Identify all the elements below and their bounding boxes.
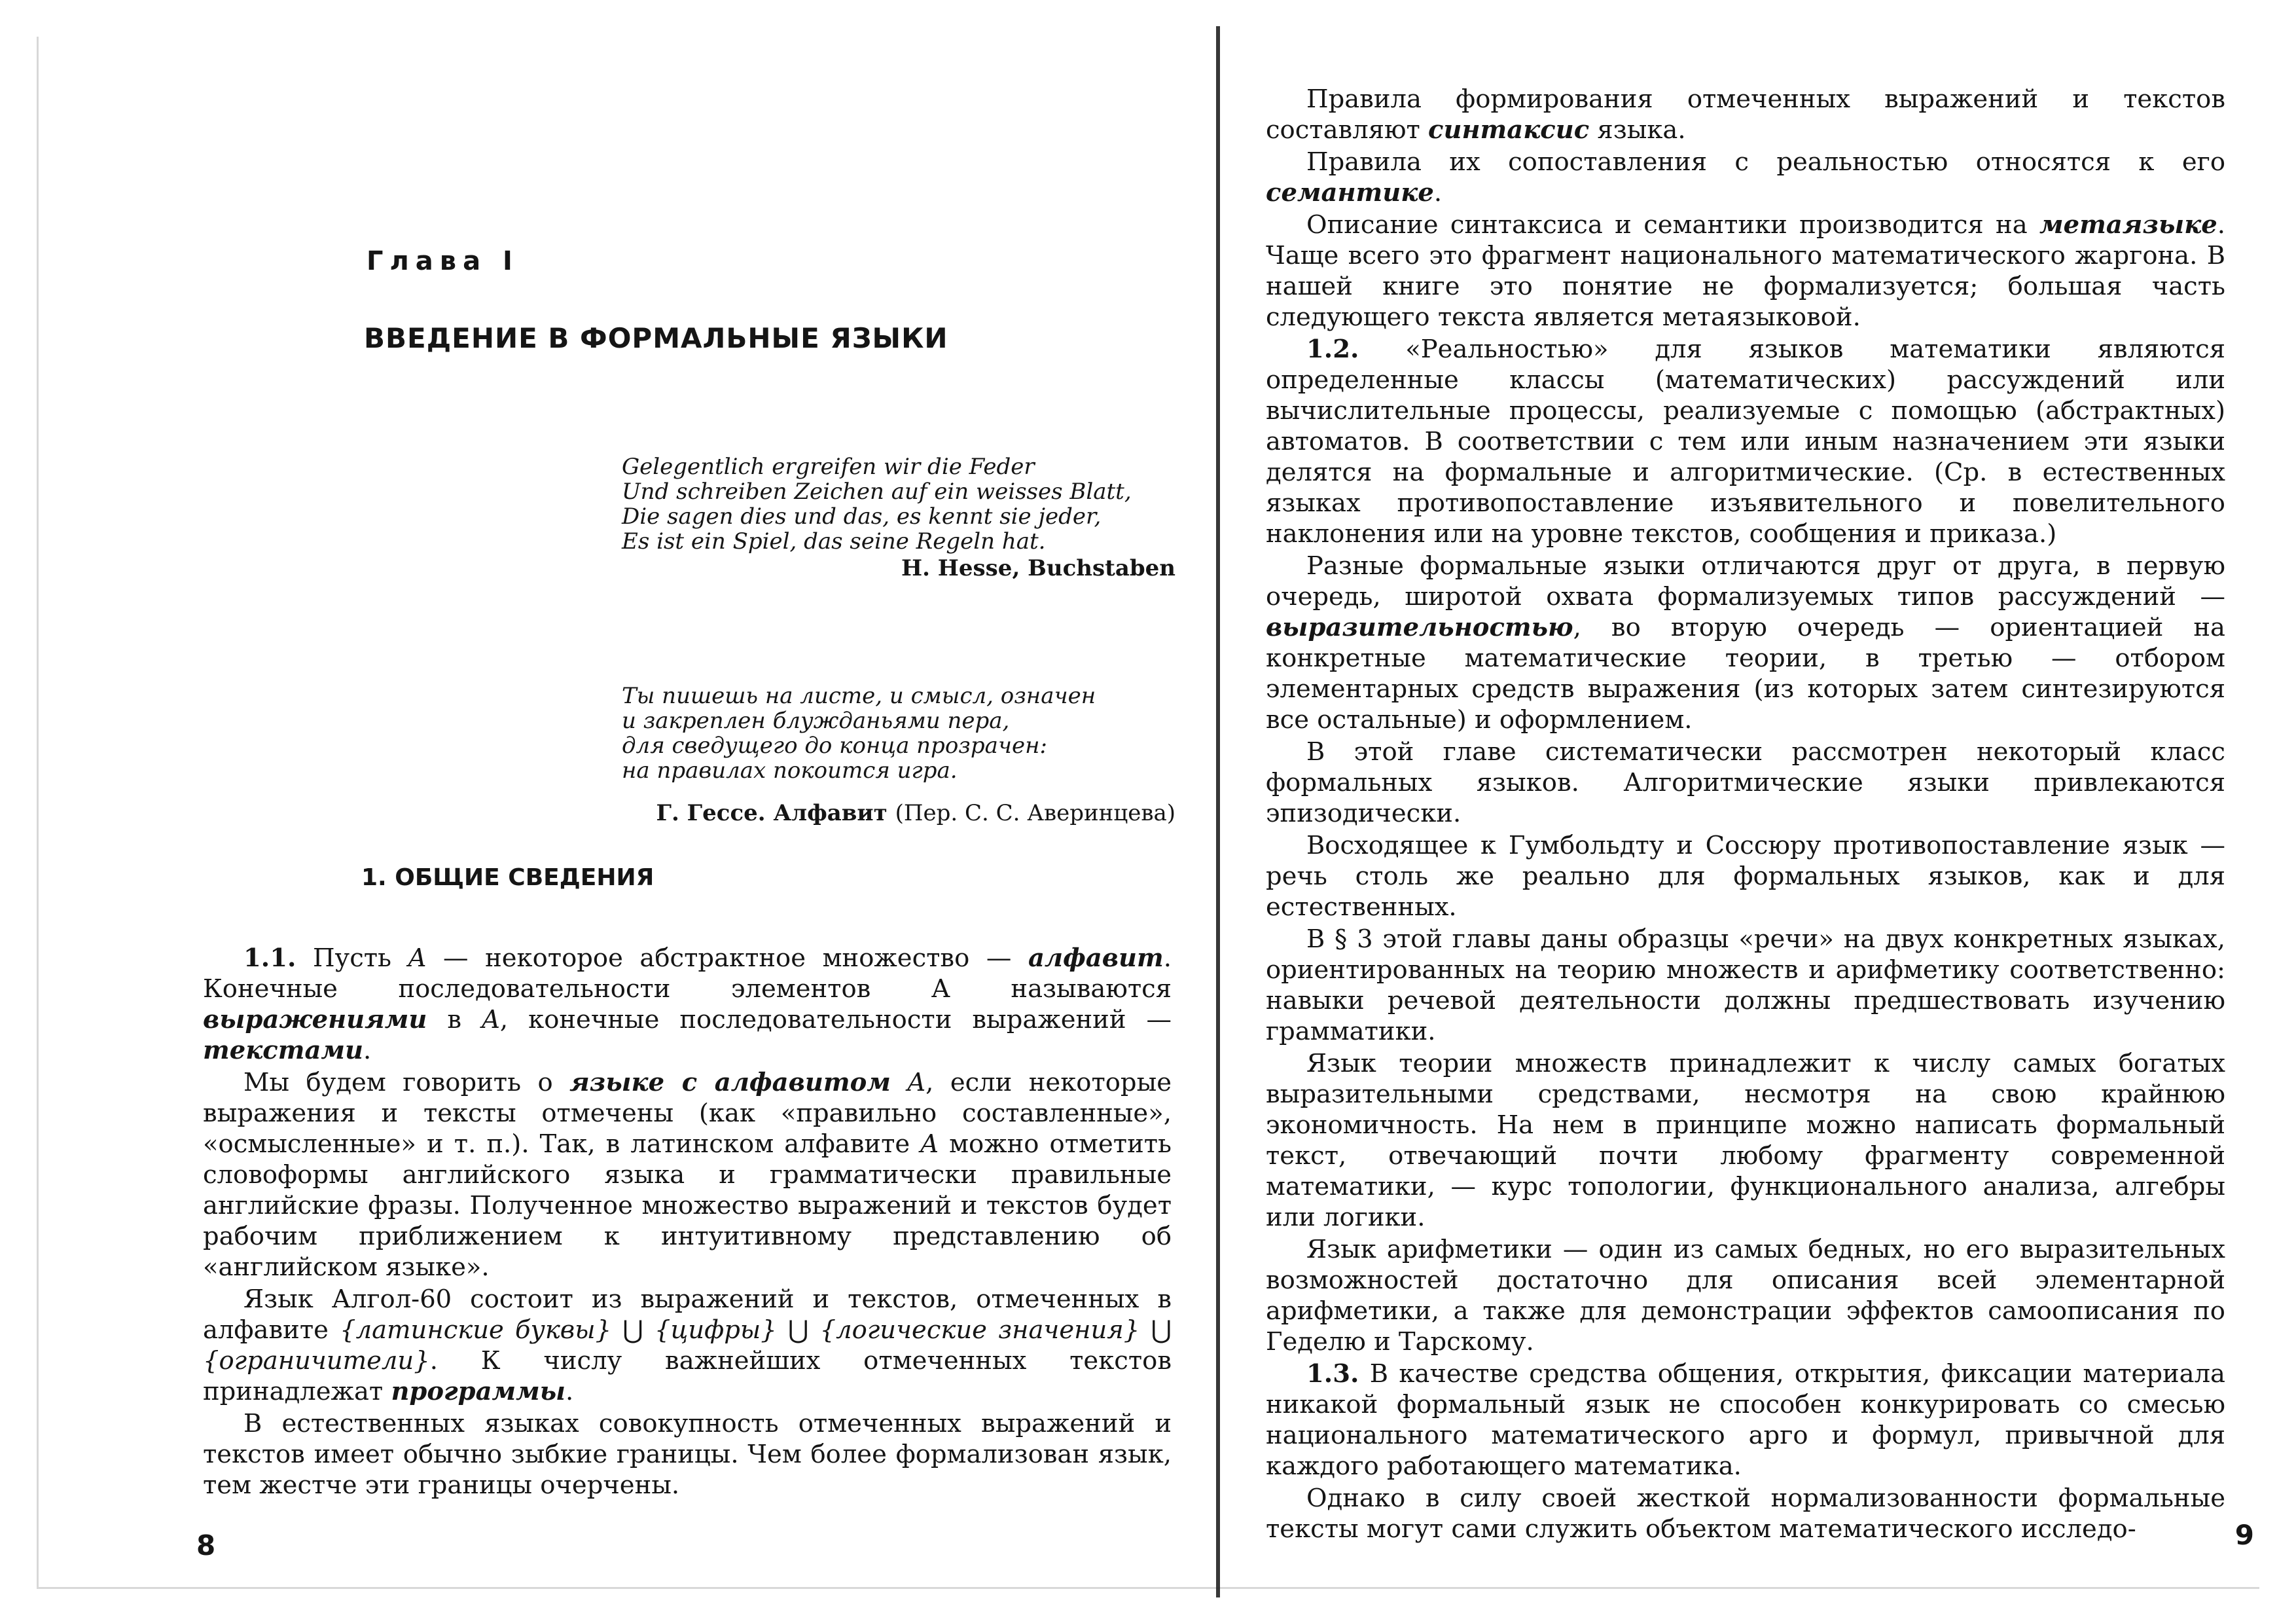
set-term: {логические значения}	[819, 1315, 1140, 1345]
epigraph-line: Gelegentlich ergreifen wir die Feder	[622, 454, 1035, 480]
text: — некоторое абстрактное множество —	[426, 943, 1028, 973]
text: Правила формирования отмеченных выражений и текстов составляют	[1266, 84, 2225, 145]
attribution-translator: (Пер. С. С. Аверинцева)	[895, 800, 1175, 826]
text: , если некоторые выражения и тексты отмечены (как «правильно составленные», «осмысленные» и т. п.). Так, в латинском алфавите	[203, 1068, 1172, 1159]
text: .	[565, 1377, 574, 1406]
item-number: 1.1.	[243, 943, 296, 973]
paragraph	[1266, 210, 2225, 333]
math-symbol: A	[920, 1129, 939, 1159]
text: в	[427, 1005, 482, 1034]
set-term: {цифры}	[654, 1315, 777, 1345]
right-body-text	[1266, 84, 2225, 1544]
chapter-label: Глава I	[367, 246, 519, 276]
text: Разные формальные языки отличаются друг от друга, в первую очередь, широтой охвата формализуемых типов рассуждений —	[1266, 551, 2225, 611]
text: «Реальностью» для языков математики являются определенные классы (математических) рассуждений или вычислительные процессы, реализуемые с помощью (абстрактных) автоматов. В соответствии с тем или иным назначением эти языки делятся на формальные и алгоритмические. (Ср. в естественных языках противопоставление изъявительного и повелительного наклонения или на уровне текстов, сообщения и приказа.)	[1266, 335, 2225, 549]
paragraph	[1266, 84, 2225, 145]
right-page	[1221, 0, 2296, 1623]
paragraph	[203, 1067, 1172, 1283]
paragraph: В естественных языках совокупность отмеченных выражений и текстов имеет обычно зыбкие границы. Чем более формализован язык, тем жестче эти границы очерчены.	[203, 1409, 1172, 1500]
paragraph: В § 3 этой главы даны образцы «речи» на двух конкретных языках, ориентированных на теорию множеств и арифметику соответственно: навыки речевой деятельности должны предшествовать изучению грамматики.	[1266, 924, 2225, 1046]
term: текстами	[203, 1036, 364, 1065]
paragraph	[203, 943, 1172, 1066]
text: . К числу важнейших отмеченных текстов принадлежат	[203, 1346, 1172, 1406]
text: Описание синтаксиса и семантики производится на	[1306, 210, 2040, 240]
epigraph-attribution-german: H. Hesse, Buchstaben	[901, 555, 1175, 581]
epigraph-russian	[622, 684, 1172, 783]
epigraph-line: для сведущего до конца прозрачен:	[622, 733, 1047, 759]
term: языке с алфавитом	[569, 1068, 891, 1097]
term: алфавит	[1028, 943, 1164, 973]
paragraph: Язык арифметики — один из самых бедных, но его выразительных возможностей достаточно для описания всей элементарной арифметики, а также для демонстрации эффектов самоописания по Геделю и Тарскому.	[1266, 1235, 2225, 1357]
union-symbol: ⋃	[776, 1315, 820, 1345]
term: синтаксис	[1428, 115, 1590, 145]
term: программы	[391, 1377, 565, 1406]
union-symbol: ⋃	[1139, 1315, 1172, 1345]
text: , во вторую очередь — ориентацией на конкретные математические теории, в третью — отбором элементарных средств выражения (из которых затем синтезируются все остальные) и оформлением.	[1266, 613, 2225, 735]
set-term: {ограничители}	[203, 1346, 430, 1376]
epigraph-line: на правилах покоится игра.	[622, 757, 958, 784]
set-term: {латинские буквы}	[340, 1315, 612, 1345]
text: Мы будем говорить о	[243, 1068, 570, 1097]
paragraph	[203, 1284, 1172, 1407]
epigraph-line: Es ist ein Spiel, das seine Regeln hat.	[622, 528, 1046, 555]
left-body-text	[203, 943, 1172, 1501]
term: выражениями	[203, 1005, 427, 1034]
text: , конечные последовательности выражений —	[499, 1005, 1172, 1034]
paragraph	[1266, 551, 2225, 735]
item-number: 1.3.	[1306, 1359, 1359, 1389]
text: Пусть	[296, 943, 408, 973]
text: можно отметить словоформы английского языка и грамматически правильные английские фразы. Полученное множество выражений и текстов будет рабочим приближением к интуитивному представлению об «английском языке».	[203, 1129, 1172, 1282]
paragraph	[1266, 334, 2225, 549]
epigraph-line: Und schreiben Zeichen auf ein weisses Blatt,	[622, 479, 1132, 505]
text: языка.	[1589, 115, 1686, 145]
paragraph	[1266, 1359, 2225, 1482]
math-symbol: A	[890, 1068, 926, 1097]
term: семантике	[1266, 178, 1434, 208]
page-number: 8	[196, 1529, 216, 1561]
text: . Чаще всего это фрагмент национального математического жаргона. В нашей книге это понятие не формализуется; большая часть следующего текста является метаязыковой.	[1266, 210, 2225, 332]
chapter-title: ВВЕДЕНИЕ В ФОРМАЛЬНЫЕ ЯЗЫКИ	[364, 322, 948, 354]
attribution-author: Г. Гессе. Алфавит	[656, 800, 888, 826]
epigraph-line: и закреплен блужданьями пера,	[622, 708, 1010, 734]
text: .	[363, 1036, 372, 1065]
text: В качестве средства общения, открытия, фиксации материала никакой формальный язык не способен конкурировать со смесью национального математического арго и формул, привычной для каждого работающего математика.	[1266, 1359, 2225, 1481]
paragraph: Однако в силу своей жесткой нормализованности формальные тексты могут сами служить объектом математического исследо-	[1266, 1484, 2225, 1544]
epigraph-line: Die sagen dies und das, es kennt sie jeder,	[622, 503, 1102, 530]
text: Язык Алгол-60 состоит из выражений и текстов, отмеченных в алфавите	[203, 1285, 1172, 1345]
paragraph: В этой главе систематически рассмотрен некоторый класс формальных языков. Алгоритмические языки привлекаются эпизодически.	[1266, 737, 2225, 828]
epigraph-german	[622, 454, 1172, 554]
paragraph	[1266, 147, 2225, 208]
text: Правила их сопоставления с реальностью относятся к его	[1306, 147, 2225, 177]
text: .	[1433, 178, 1443, 208]
math-symbol: A	[482, 1005, 500, 1034]
term: выразительностью	[1266, 613, 1573, 642]
item-number: 1.2.	[1306, 335, 1359, 364]
section-heading: 1. ОБЩИЕ СВЕДЕНИЯ	[361, 864, 655, 891]
page-number: 9	[2234, 1519, 2254, 1551]
text: . Конечные последовательности элементов А называются	[203, 943, 1172, 1004]
paragraph: Язык теории множеств принадлежит к числу самых богатых выразительными средствами, несмотря на свою крайнюю экономичность. На нем в принципе можно написать формальный текст, отвечающий почти любому фрагменту современной математики, — курс топологии, функционального анализа, алгебры или логики.	[1266, 1049, 2225, 1232]
term: метаязыке	[2039, 210, 2217, 240]
math-symbol: A	[408, 943, 427, 973]
epigraph-line: Ты пишешь на листе, и смысл, означен	[622, 683, 1096, 709]
union-symbol: ⋃	[611, 1315, 655, 1345]
paragraph: Восходящее к Гумбольдту и Соссюру противопоставление язык — речь столь же реально для формальных языков, как и для естественных.	[1266, 831, 2225, 922]
epigraph-attribution-russian	[656, 800, 1175, 826]
